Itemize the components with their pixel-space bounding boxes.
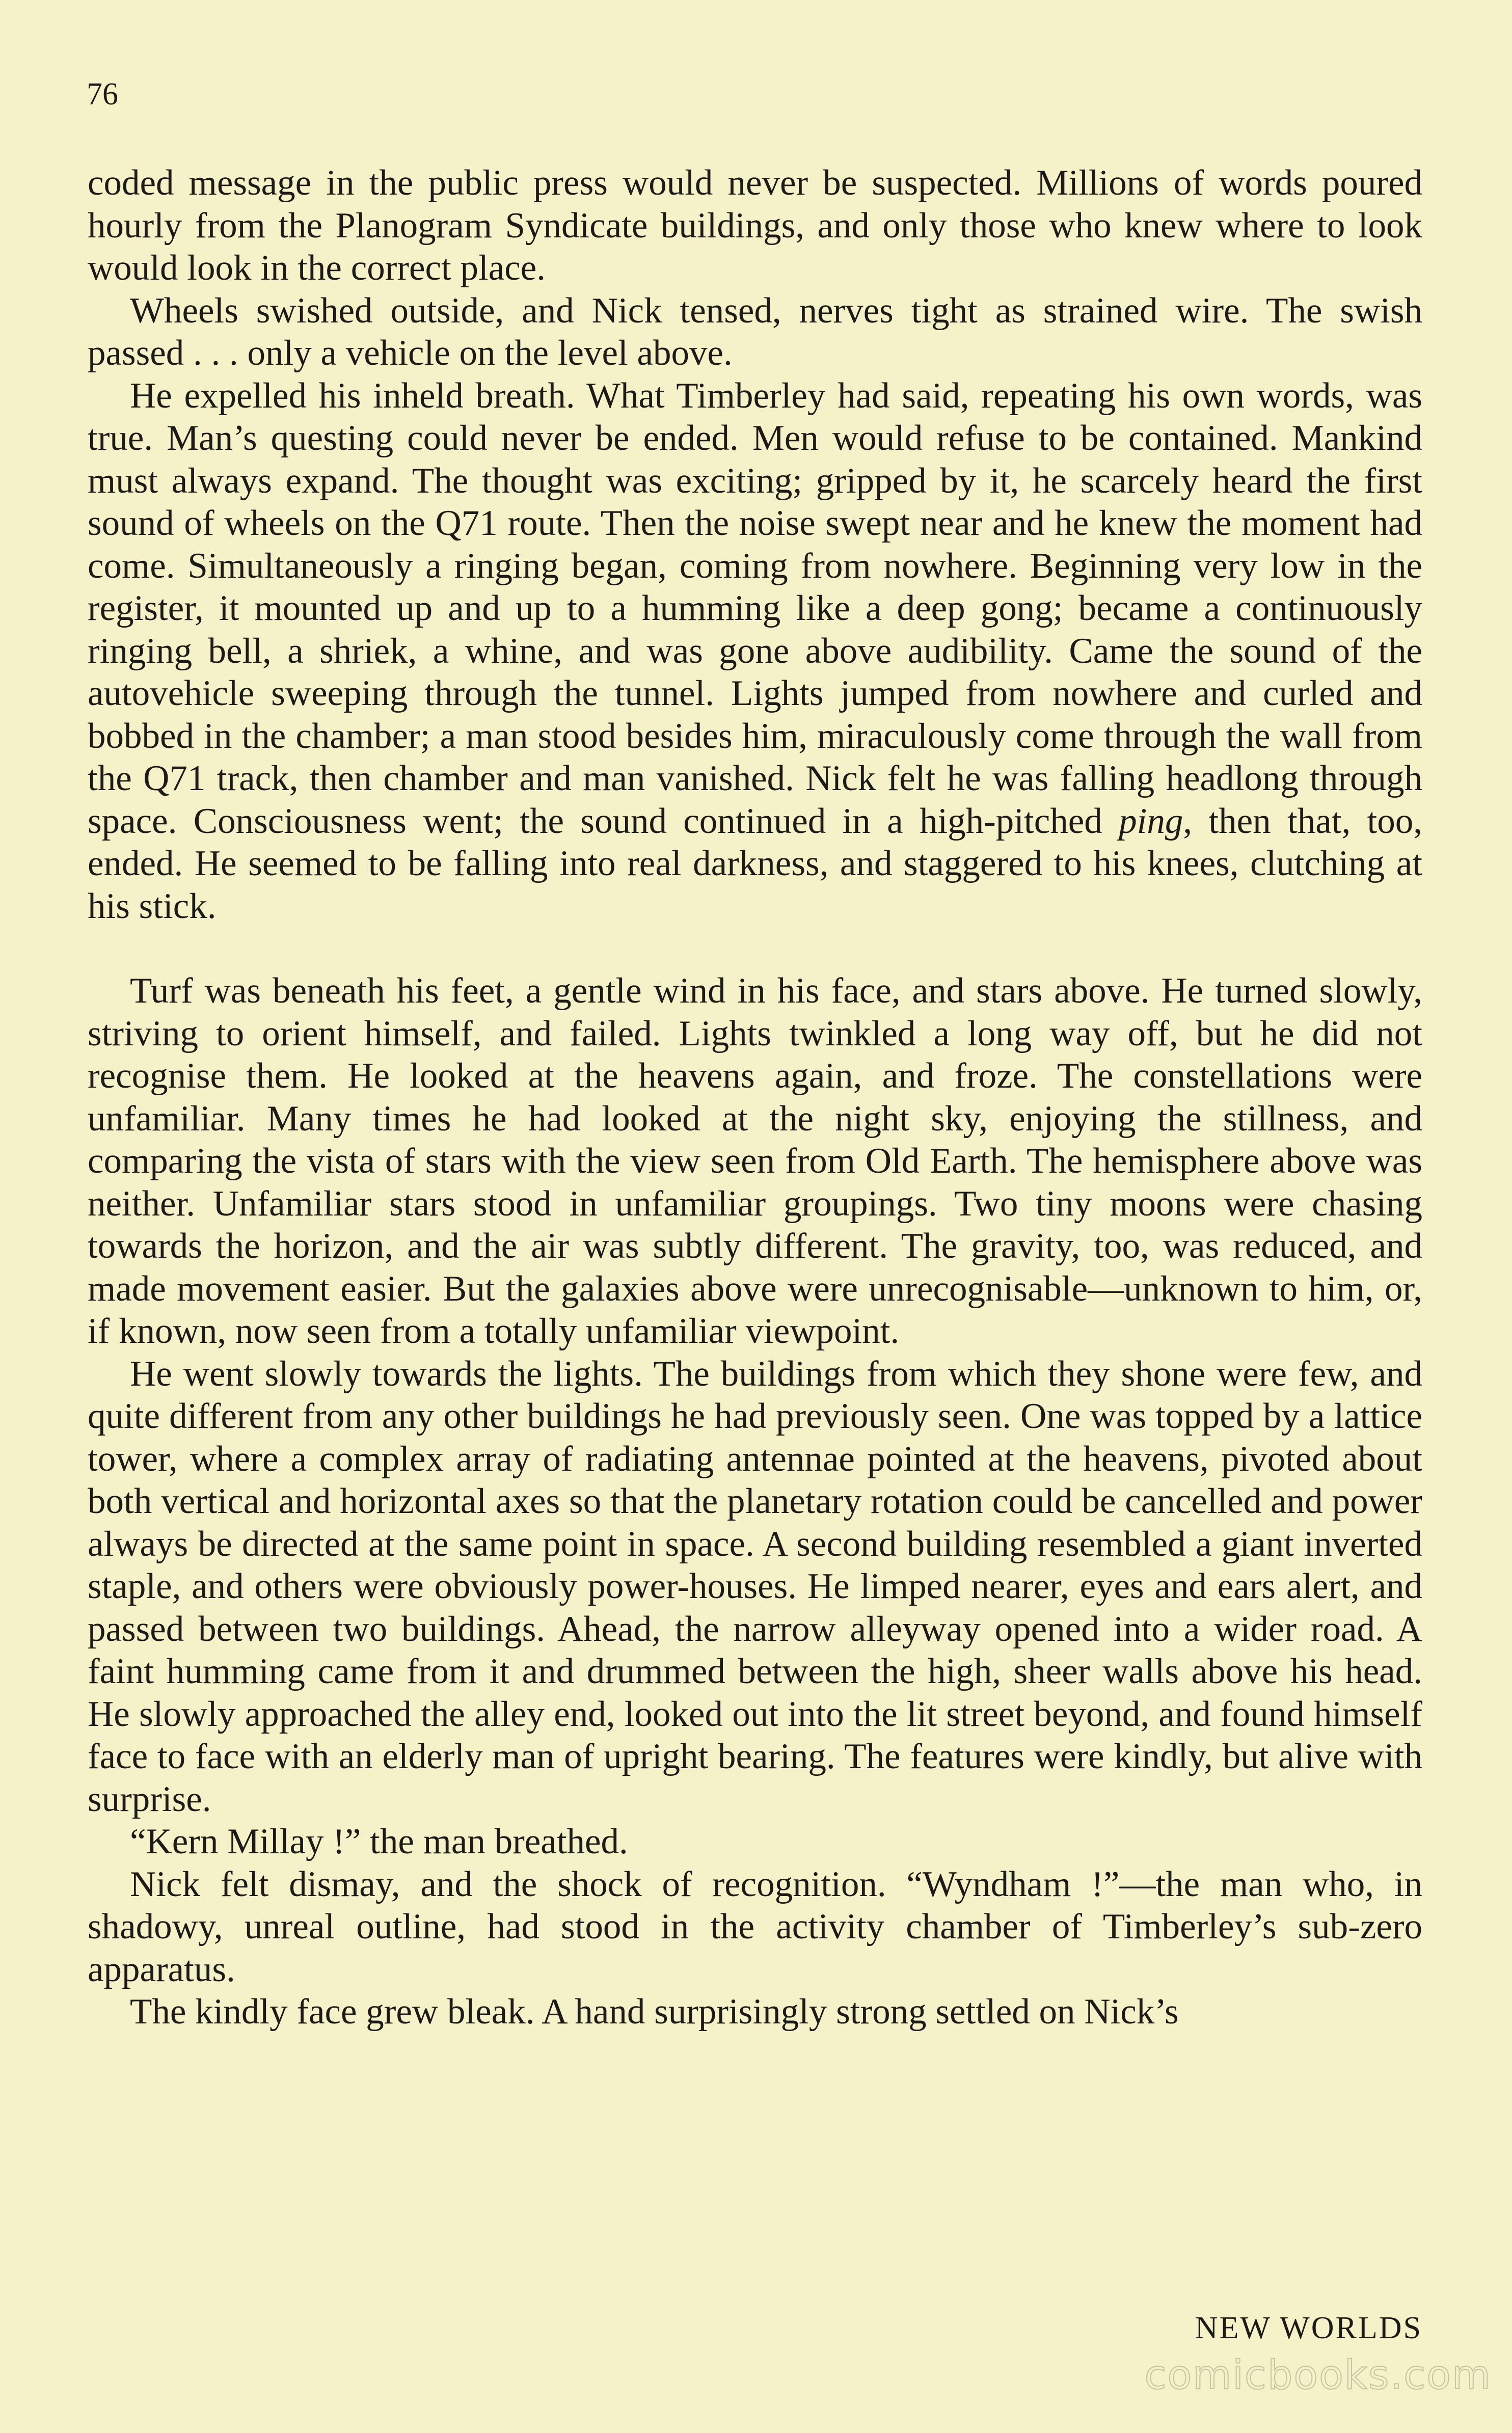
paragraph: Wheels swished outside, and Nick tensed, nerves tight as strained wire. The swish passed . . . only a vehicle on the level above. — [88, 290, 1422, 373]
paragraph — [88, 375, 1422, 928]
running-title: NEW WORLDS — [1195, 2311, 1422, 2345]
paragraph-text: He expelled his inheld breath. What Timberley had said, repeating his own words, was true. Man’s questing could never be ended. Men would refuse to be contained. Mankind must always expand. The thought was exciting; gripped by it, he scarcely heard the first sound of wheels on the Q71 route. Then the noise swept near and he knew the moment had come. Simultaneously a ringing began, coming from nowhere. Beginning very low in the register, it mounted up and up to a humming like a deep gong; became a continuously ringing bell, a shriek, a whine, and was gone above audibility. Came the sound of the autovehicle sweeping through the tunnel. Lights jumped from nowhere and curled and bobbed in the chamber; a man stood besides him, miraculously come through the wall from the Q71 track, then chamber and man vanished. Nick felt he was falling headlong through space. Consciousness went; the sound continued in a high-pitched — [88, 375, 1422, 841]
story-text — [88, 162, 1422, 2034]
watermark: comicbooks.com — [1144, 2353, 1492, 2398]
paragraph: He went slowly towards the lights. The buildings from which they shone were few, and quite different from any other buildings he had previously seen. One was topped by a lattice tower, where a complex array of radiating antennae pointed at the heavens, pivoted about both vertical and horizontal axes so that the planetary rotation could be cancelled and power always be directed at the same point in space. A second building resembled a giant inverted staple, and others were obviously power-houses. He limped nearer, eyes and ears alert, and passed between two buildings. Ahead, the narrow alleyway opened into a wider road. A faint humming came from it and drummed between the high, sheer walls above his head. He slowly approached the alley end, looked out into the lit street beyond, and found himself face to face with an elderly man of upright bearing. The features were kindly, but alive with surprise. — [88, 1354, 1422, 1819]
paragraph-text: , then that, too, ended. He seemed to be falling into real darkness, and staggered to his knees, clutching at his stick. — [88, 801, 1423, 926]
emphasized-word: ping — [1119, 801, 1183, 841]
paragraph: The kindly face grew bleak. A hand surprisingly strong settled on Nick’s — [130, 1992, 1179, 2032]
paragraph: Turf was beneath his feet, a gentle wind in his face, and stars above. He turned slowly, striving to orient himself, and failed. Lights twinkled a long way off, but he did not recognise them. He looked at the heavens again, and froze. The constellations were unfamiliar. Many times he had looked at the night sky, enjoying the stillness, and comparing the vista of stars with the view seen from Old Earth. The hemisphere above was neither. Unfamiliar stars stood in unfamiliar groupings. Two tiny moons were chasing towards the horizon, and the air was subtly different. The gravity, too, was reduced, and made movement easier. But the galaxies above were unrecognisable—unknown to him, or, if known, now seen from a totally unfamiliar viewpoint. — [88, 971, 1422, 1351]
page-number: 76 — [87, 77, 118, 112]
paragraph: Nick felt dismay, and the shock of recognition. “Wyndham !”—the man who, in shadowy, unreal outline, had stood in the activity chamber of Timberley’s sub-zero apparatus. — [88, 1864, 1422, 1989]
paragraph: “Kern Millay !” the man breathed. — [130, 1822, 628, 1861]
paragraph: coded message in the public press would never be suspected. Millions of words poured hourly from the Planogram Syndicate buildings, and only those who knew where to look would look in the correct place. — [88, 163, 1422, 288]
